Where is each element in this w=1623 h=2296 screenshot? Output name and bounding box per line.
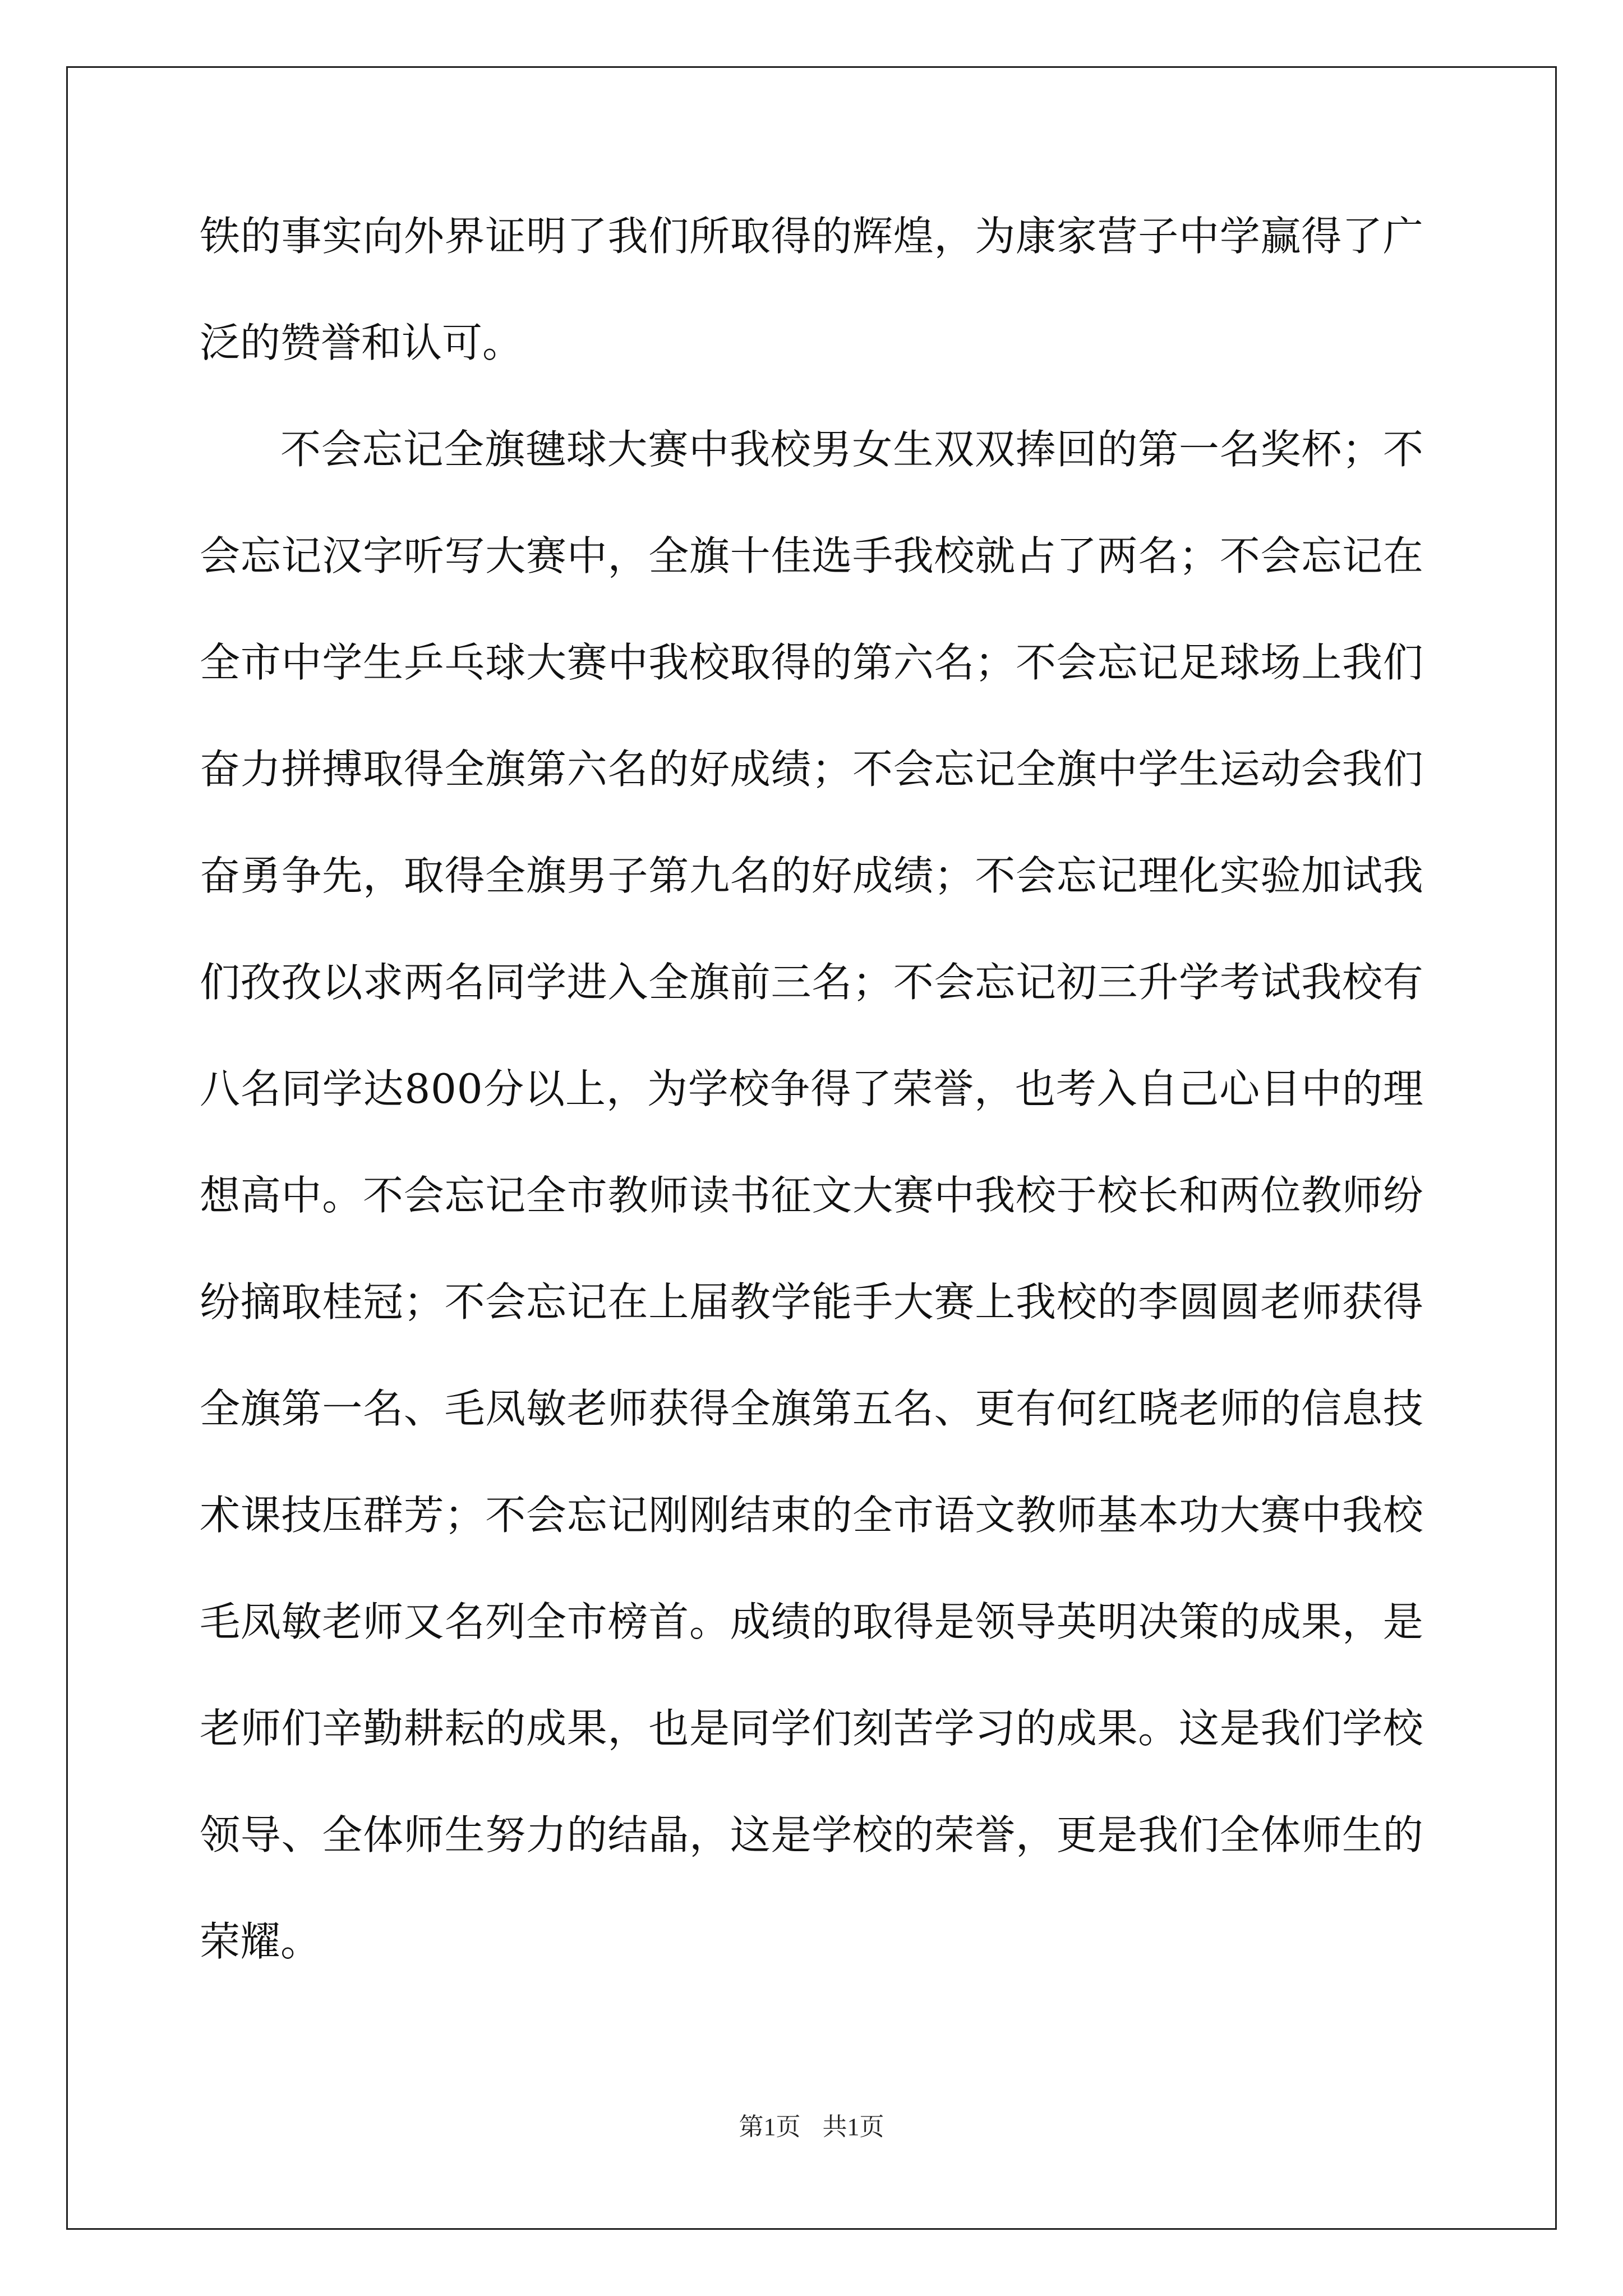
text-line: 全 市 中 学 生 乒 乓 球 大 赛 中 我 校 取 得 的 第 六 名 ； 不 会 忘 记 足 球 场 上 我 们 — [200, 639, 1423, 686]
text-line: 铁 的 事 实 向 外 界 证 明 了 我 们 所 取 得 的 辉 煌 ， 为 康 家 营 子 中 学 赢 得 了 广 — [200, 213, 1423, 260]
text-line: 奋 力 拼 搏 取 得 全 旗 第 六 名 的 好 成 绩 ； 不 会 忘 记 全 旗 中 学 生 运 动 会 我 们 — [200, 746, 1423, 793]
page-total: 共1页 — [822, 2113, 884, 2141]
text-line: 老 师 们 辛 勤 耕 耘 的 成 果 ， 也 是 同 学 们 刻 苦 学 习 的 成 果 。 这 是 我 们 学 校 — [200, 1705, 1423, 1752]
text-line: 领 导 、 全 体 师 生 努 力 的 结 晶 ， 这 是 学 校 的 荣 誉 ， 更 是 我 们 全 体 师 生 的 — [200, 1811, 1423, 1858]
text-line: 全 旗 第 一 名 、 毛 凤 敏 老 师 获 得 全 旗 第 五 名 、 更 有 何 红 晓 老 师 的 信 息 技 — [200, 1385, 1423, 1432]
page-footer — [0, 2115, 1623, 2139]
text-line: 术 课 技 压 群 芳 ； 不 会 忘 记 刚 刚 结 束 的 全 市 语 文 教 师 基 本 功 大 赛 中 我 校 — [200, 1492, 1423, 1539]
text-line: 们 孜 孜 以 求 两 名 同 学 进 入 全 旗 前 三 名 ； 不 会 忘 记 初 三 升 学 考 试 我 校 有 — [200, 959, 1423, 1006]
text-line: 纷 摘 取 桂 冠 ； 不 会 忘 记 在 上 届 教 学 能 手 大 赛 上 我 校 的 李 圆 圆 老 师 获 得 — [200, 1278, 1423, 1326]
text-line: 毛 凤 敏 老 师 又 名 列 全 市 榜 首 。 成 绩 的 取 得 是 领 导 英 明 决 策 的 成 果 ， 是 — [200, 1598, 1423, 1645]
page-border — [66, 66, 1557, 2230]
text-line: 奋 勇 争 先 ， 取 得 全 旗 男 子 第 九 名 的 好 成 绩 ； 不 会 忘 记 理 化 实 验 加 试 我 — [200, 852, 1423, 899]
text-line: 八 名 同 学 达 8 0 0 分 以 上 ， 为 学 校 争 得 了 荣 誉 ， 也 考 入 自 己 心 目 中 的 理 — [200, 1065, 1423, 1112]
text-line: 想 高 中 。 不 会 忘 记 全 市 教 师 读 书 征 文 大 赛 中 我 校 于 校 长 和 两 位 教 师 纷 — [200, 1172, 1423, 1219]
text-line: 会 忘 记 汉 字 听 写 大 赛 中 ， 全 旗 十 佳 选 手 我 校 就 占 了 两 名 ； 不 会 忘 记 在 — [200, 532, 1423, 579]
text-line: 不 会 忘 记 全 旗 毽 球 大 赛 中 我 校 男 女 生 双 双 捧 回 的 第 一 名 奖 杯 ； 不 — [280, 426, 1423, 473]
text-line: 荣耀。 — [200, 1918, 321, 1965]
text-line: 泛的赞誉和认可。 — [200, 319, 523, 366]
page-number: 第1页 — [739, 2113, 801, 2141]
